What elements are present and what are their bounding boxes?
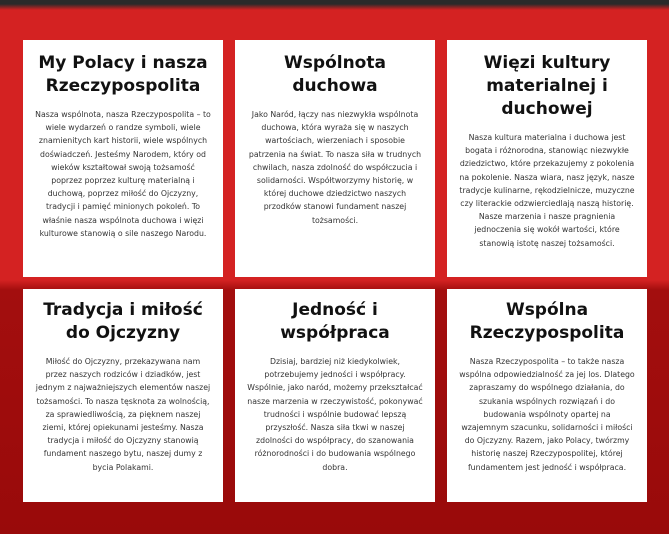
card-tradycja [23,289,223,502]
card-wiezi-kultury [447,40,647,277]
card-wspolnota-duchowa [235,40,435,277]
card-title: Wspólnota duchowa [284,53,386,96]
card-title: My Polacy i nasza Rzeczypospolita [38,53,208,96]
card-body: Miłość do Ojczyzny, przekazywana nam przez naszych rodziców i dziadków, jest jednym z najważniejszych elementów naszej tożsamości. To nasza tęsknota za wolnością, za sprawiedliwością, za pięknem naszej ziemi, której opiekunami jesteśmy. Nasza tradycja i miłość do Ojczyzny stanowią fundament naszego bytu, naszej dumy z bycia Polakami. [35,357,211,472]
card-my-polacy [23,40,223,277]
card-title: Więzi kultury materialnej i duchowej [483,53,611,119]
cards-grid [23,40,647,502]
card-body: Jako Naród, łączy nas niezwykła wspólnota duchowa, która wyraża się w naszych wartościach, wierzeniach i sposobie patrzenia na świat. To nasza siła w trudnych chwilach, nasza zdolność do współczucia i solidarności. Współtworzymy historię, w której duchowe dziedzictwo naszych przodków stanowi fundament naszej tożsamości. [248,110,422,225]
card-wspolna-rzeczypospolita [447,289,647,502]
card-jednosc [235,289,435,502]
card-title: Jedność i współpraca [280,300,390,343]
card-body: Nasza Rzeczypospolita – to także nasza wspólna odpowiedzialność za jej los. Dlatego zapraszamy do wspólnego działania, do szukania wspólnych rozwiązań i do budowania wspólnoty opartej na wzajemnym szacunku, solidarności i miłości do Ojczyzny. Razem, jako Polacy, twórzmy historię naszej Rzeczypospolitej, której fundamentem jest jedność i współpraca. [459,357,635,472]
card-body: Nasza kultura materialna i duchowa jest bogata i różnorodna, stanowiąc niezwykłe dziedzictwo, które przekazujemy z pokolenia na pokolenie. Nasza wiara, nasz język, nasze tradycje kulinarne, rękodzielnicze, muzyczne czy literackie odzwierciedlają naszą historię. Nasze marzenia i nasze pragnienia jednoczenia się wokół wartości, które stanowią istotę naszej tożsamości. [459,133,635,248]
card-body: Dzisiaj, bardziej niż kiedykolwiek, potrzebujemy jedności i współpracy. Wspólnie, jako naród, możemy przekształcać nasze marzenia w rzeczywistość, pokonywać trudności i wspólnie budować lepszą przyszłość. Nasza siła tkwi w naszej zdolności do współpracy, do szanowania różnorodności i do budowania wspólnego dobra. [247,357,423,472]
card-title: Wspólna Rzeczypospolita [469,300,625,343]
card-body: Nasza wspólnota, nasza Rzeczypospolita – to wiele wydarzeń o randze symboli, wiele znamienitych kart historii, wiele wspólnych doświadczeń. Jesteśmy Narodem, który od wieków kształtował swoją tożsamość poprzez poprzez kulturę materialną i duchową, poprzez miłość do Ojczyzny, tradycji i pamięć minionych pokoleń. To właśnie nasza wspólnota duchowa i więzi kulturowe stanowią o sile naszego Narodu. [35,110,211,238]
card-title: Tradycja i miłość do Ojczyzny [43,300,203,343]
